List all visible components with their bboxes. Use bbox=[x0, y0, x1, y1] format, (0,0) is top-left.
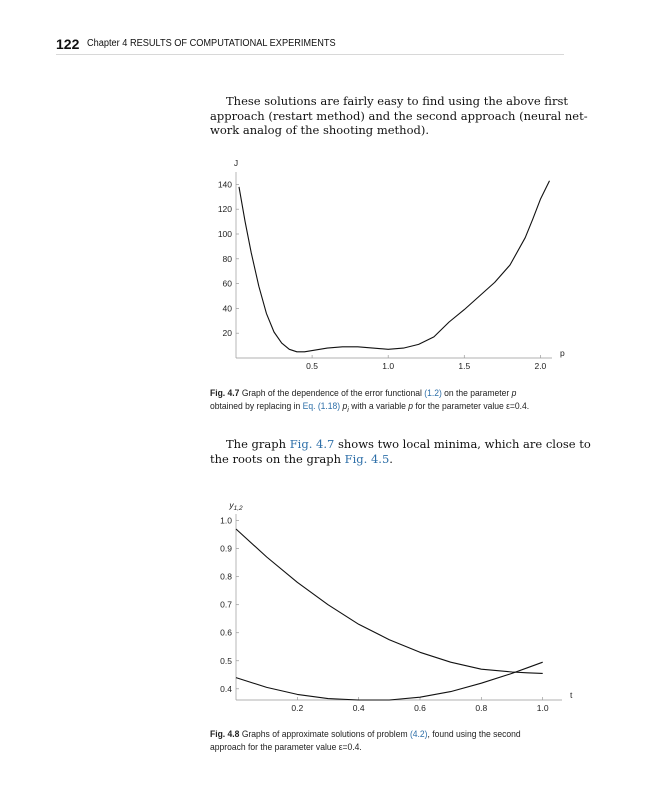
caption-epsilon: ε=0.4. bbox=[506, 401, 530, 411]
x-tick-label: 1.0 bbox=[382, 361, 395, 371]
y-tick-label: 100 bbox=[217, 229, 232, 239]
figure-4-7-chart bbox=[200, 150, 580, 380]
equation-ref-1-2[interactable]: (1.2) bbox=[424, 388, 442, 398]
y-tick-label: 40 bbox=[222, 303, 232, 314]
caption-text: Graphs of approximate solutions of problem bbox=[239, 729, 410, 739]
caption-text: obtained by replacing in bbox=[210, 401, 303, 411]
caption-text: approach for the parameter value bbox=[210, 742, 339, 752]
series-j-p--line bbox=[239, 181, 550, 352]
x-tick-label: 0.6 bbox=[414, 703, 426, 713]
y-tick-label: 0.7 bbox=[220, 599, 232, 610]
x-axis-label: t bbox=[570, 690, 573, 700]
y-tick-label: 0.9 bbox=[220, 543, 232, 554]
x-tick-label: 0.8 bbox=[475, 703, 488, 713]
y-axis-label: $y_{1,2}$ bbox=[229, 500, 243, 512]
figure-ref-4-5[interactable]: Fig. 4.5 bbox=[344, 451, 390, 466]
caption-text: with a variable bbox=[348, 401, 409, 411]
y-tick-label: 0.4 bbox=[220, 683, 232, 694]
caption-text: on the parameter bbox=[441, 388, 512, 398]
caption-text: Graph of the dependence of the error functional bbox=[239, 388, 425, 398]
caption-text: , found using the second bbox=[427, 729, 521, 739]
x-tick-label: 2.0 bbox=[534, 361, 547, 371]
paragraph-1-line-2: approach (restart method) and the second approach (neural net- bbox=[210, 108, 588, 123]
caption-text: for the parameter value bbox=[413, 401, 507, 411]
paragraph-1 bbox=[210, 94, 588, 138]
y-tick-label: 0.8 bbox=[220, 571, 232, 582]
equation-ref-1-18[interactable]: Eq. (1.18) bbox=[302, 401, 341, 411]
series-y2-line bbox=[236, 662, 543, 700]
paragraph-1-line-1: These solutions are fairly easy to find using the above first bbox=[226, 94, 568, 108]
y-tick-label: 0.5 bbox=[220, 655, 232, 666]
y-tick-label: 60 bbox=[222, 278, 232, 289]
x-tick-label: 1.5 bbox=[458, 361, 471, 371]
equation-ref-4-2[interactable]: (4.2) bbox=[409, 729, 428, 739]
paragraph-2 bbox=[210, 437, 591, 466]
y-tick-label: 1.0 bbox=[220, 515, 232, 526]
figure-4-8-label: Fig. 4.8 bbox=[210, 729, 240, 739]
text: shows two local minima, which are close to bbox=[334, 437, 591, 451]
text: the roots on the graph bbox=[210, 451, 345, 466]
figure-4-7-label: Fig. 4.7 bbox=[210, 388, 240, 398]
x-tick-label: 0.5 bbox=[306, 361, 319, 371]
y-axis-label: J bbox=[233, 158, 239, 168]
y-tick-label: 20 bbox=[222, 328, 232, 339]
y-tick-label: 140 bbox=[217, 179, 232, 190]
figure-4-8-caption bbox=[210, 728, 545, 754]
x-tick-label: 0.4 bbox=[352, 703, 365, 713]
y-tick-label: 0.6 bbox=[220, 627, 232, 638]
paragraph-2-line-1 bbox=[210, 437, 591, 452]
text: . bbox=[389, 451, 393, 466]
x-axis-label: p bbox=[560, 348, 565, 358]
figure-ref-4-7[interactable]: Fig. 4.7 bbox=[289, 437, 335, 451]
paragraph-1-line-3: work analog of the shooting method). bbox=[210, 123, 429, 138]
caption-sub: i bbox=[347, 404, 349, 414]
running-head: Chapter 4 RESULTS OF COMPUTATIONAL EXPERIMENTS bbox=[87, 38, 336, 49]
series-y1-line bbox=[236, 529, 543, 673]
paragraph-2-line-2 bbox=[210, 452, 564, 467]
caption-var: p bbox=[408, 401, 414, 411]
figure-4-7-caption bbox=[210, 387, 545, 416]
caption-epsilon: ε=0.4. bbox=[338, 742, 362, 752]
y-tick-label: 120 bbox=[217, 204, 232, 215]
y-tick-label: 80 bbox=[222, 253, 232, 264]
caption-var: p bbox=[342, 401, 348, 411]
x-tick-label: 0.2 bbox=[291, 703, 304, 713]
page-number: 122 bbox=[56, 36, 80, 52]
running-header bbox=[56, 36, 564, 55]
figure-4-8-chart bbox=[200, 490, 580, 722]
x-tick-label: 1.0 bbox=[536, 703, 549, 713]
caption-var: p bbox=[511, 388, 517, 398]
text: The graph bbox=[226, 437, 290, 451]
